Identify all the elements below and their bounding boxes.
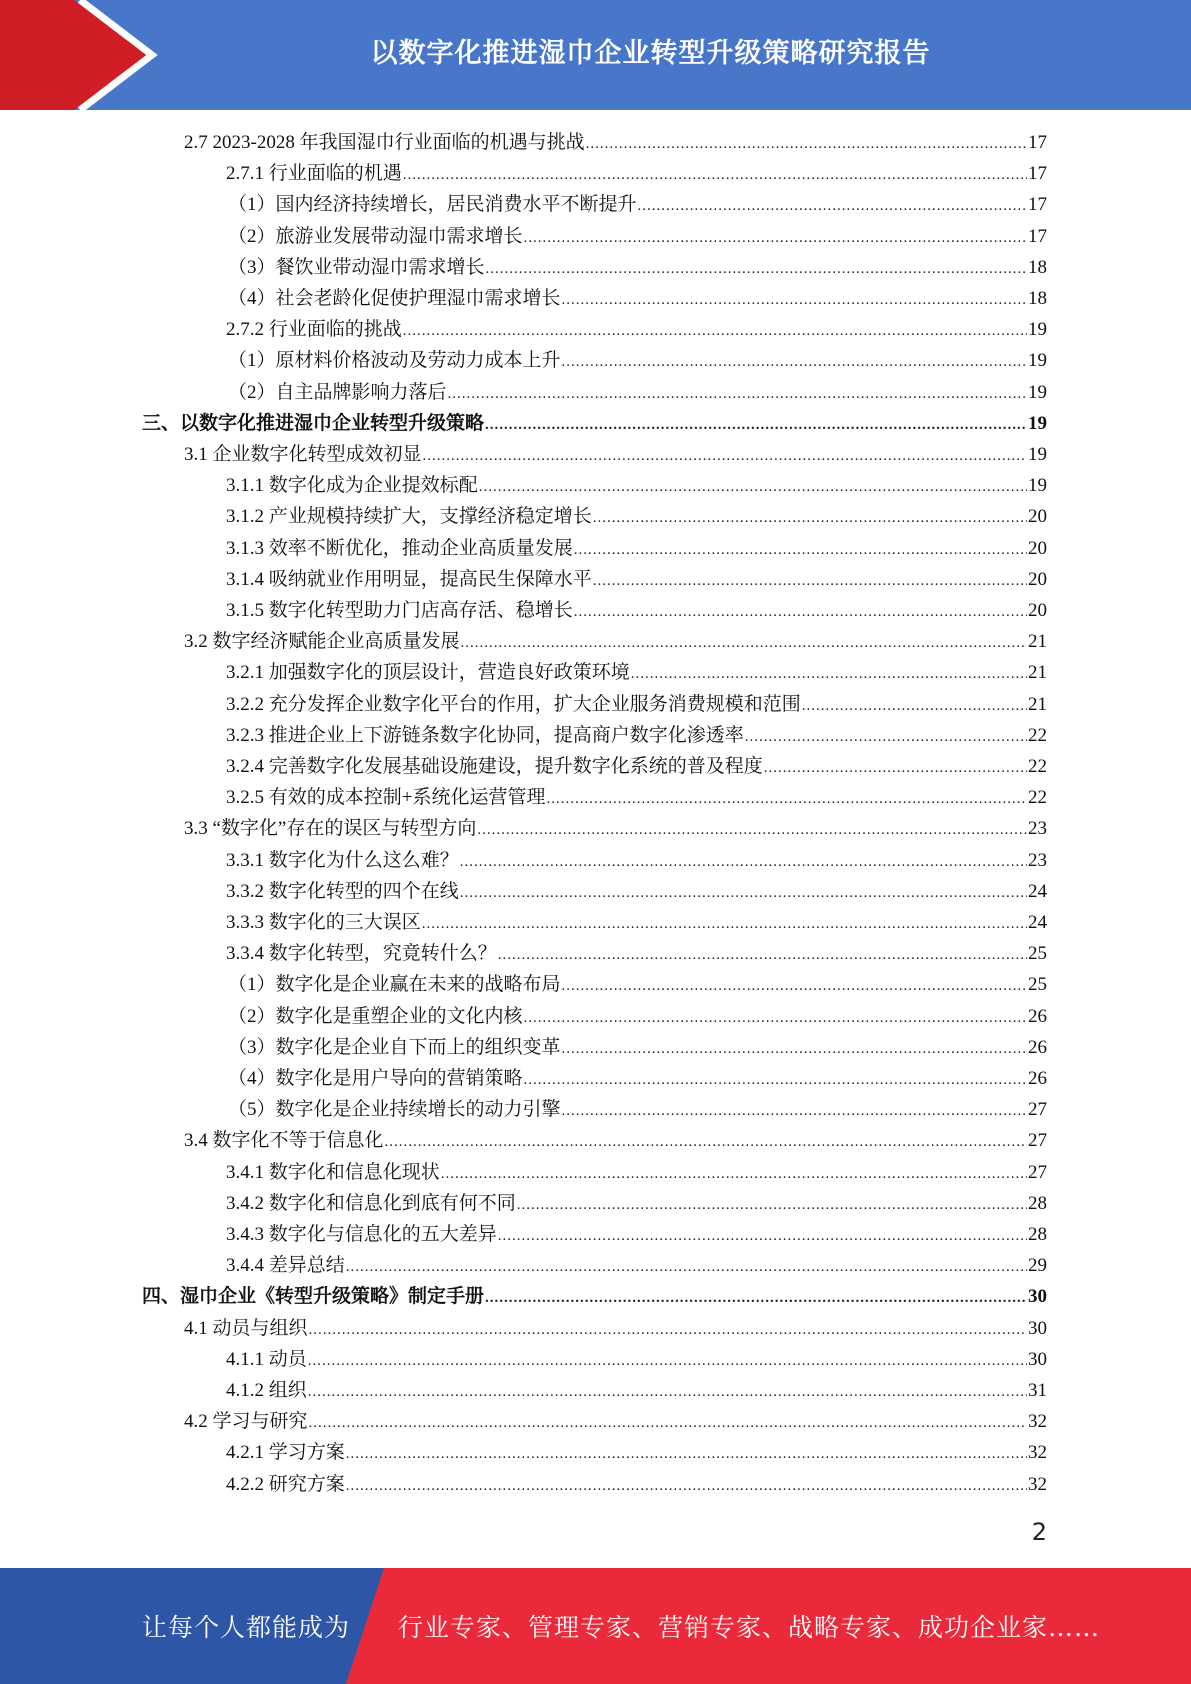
toc-entry[interactable] [184,1313,1047,1344]
toc-entry-label: 3.3.4 数字化转型，究竟转什么？ [226,943,497,965]
toc-entry-label: 4.2.1 学习方案 [226,1442,345,1464]
toc-entry-page: 20 [1028,568,1047,590]
toc-leader-dots [517,1188,1027,1219]
toc-entry-label: 3.2.3 推进企业上下游链条数字化协同，提高商户数字化渗透率 [226,724,744,746]
toc-entry-page: 25 [1028,974,1047,996]
toc-leader-dots [631,657,1027,688]
toc-entry-page: 27 [1028,1099,1047,1121]
toc-leader-dots [422,907,1027,938]
toc-entry-page: 18 [1028,256,1047,278]
toc-entry-page: 26 [1028,1036,1047,1058]
toc-leader-dots [385,1125,1027,1156]
page-header [0,0,1191,110]
toc-leader-dots [764,751,1027,782]
toc-entry-label: （3）数字化是企业自下而上的组织变革 [228,1036,561,1058]
toc-entry-label: 2.7 2023-2028 年我国湿巾行业面临的机遇与挑战 [184,132,585,153]
toc-entry-page: 17 [1028,194,1047,216]
toc-entry-page: 21 [1028,631,1047,653]
toc-entry[interactable] [184,127,1047,158]
toc-entry[interactable] [228,1063,1047,1094]
toc-entry-label: 4.1 动员与组织 [184,1317,308,1339]
toc-leader-dots [346,1437,1027,1468]
toc-leader-dots [586,127,1027,158]
toc-entry[interactable] [226,1219,1047,1250]
toc-entry[interactable] [226,1437,1047,1468]
toc-entry[interactable] [226,720,1047,751]
toc-entry-label: 三、以数字化推进湿巾企业转型升级策略 [142,412,485,434]
toc-entry[interactable] [228,189,1047,220]
toc-entry-page: 17 [1028,225,1047,247]
toc-entry[interactable] [142,1281,1047,1312]
toc-entry-label: 3.2 数字经济赋能企业高质量发展 [184,631,460,653]
toc-entry[interactable] [228,969,1047,1000]
toc-entry-page: 19 [1028,319,1047,341]
toc-leader-dots [346,1469,1027,1500]
toc-entry-page: 19 [1028,381,1047,403]
toc-entry-label: 3.1.5 数字化转型助力门店高存活、稳增长 [226,600,573,621]
toc-entry[interactable] [226,1344,1047,1375]
toc-entry-page: 20 [1028,537,1047,559]
toc-entry-label: 4.2.2 研究方案 [226,1473,345,1495]
toc-entry-label: （2）旅游业发展带动湿巾需求增长 [228,225,523,247]
toc-entry[interactable] [228,377,1047,408]
toc-entry[interactable] [226,1469,1047,1500]
toc-entry-page: 27 [1028,1161,1047,1183]
toc-entry-page: 19 [1028,412,1047,434]
toc-entry-page: 32 [1028,1442,1047,1464]
toc-entry-page: 24 [1028,912,1047,933]
toc-entry[interactable] [226,751,1047,782]
toc-entry-label: （1）原材料价格波动及劳动力成本上升 [228,350,561,372]
toc-entry[interactable] [226,907,1047,938]
toc-entry[interactable] [184,626,1047,657]
toc-leader-dots [309,1313,1027,1344]
toc-entry[interactable] [226,533,1047,564]
toc-entry-page: 30 [1028,1286,1047,1308]
toc-entry[interactable] [226,657,1047,688]
toc-entry[interactable] [226,782,1047,813]
toc-entry-page: 19 [1028,350,1047,372]
toc-leader-dots [346,1250,1027,1281]
toc-entry-page: 31 [1028,1380,1047,1401]
toc-entry-page: 24 [1028,880,1047,902]
toc-entry-page: 32 [1028,1473,1047,1495]
toc-entry-label: 3.1.2 产业规模持续扩大，支撑经济稳定增长 [226,506,592,528]
toc-entry[interactable] [226,876,1047,907]
toc-entry[interactable] [184,813,1047,844]
toc-entry-label: 3.4.4 差异总结 [226,1255,345,1277]
toc-entry-page: 26 [1028,1005,1047,1027]
toc-leader-dots [524,1063,1027,1094]
toc-entry-label: （3）餐饮业带动湿巾需求增长 [228,256,485,278]
toc-entry-label: 3.2.2 充分发挥企业数字化平台的作用，扩大企业服务消费规模和范围 [226,693,801,715]
toc-leader-dots [498,1219,1027,1250]
page-footer [0,1568,1191,1684]
toc-leader-dots [485,1281,1027,1312]
toc-entry[interactable] [142,408,1047,439]
toc-leader-dots [460,876,1027,907]
toc-leader-dots [309,1406,1027,1437]
toc-entry[interactable] [226,845,1047,876]
toc-entry-page: 17 [1028,132,1047,153]
toc-entry-page: 19 [1028,444,1047,465]
toc-leader-dots [562,1032,1027,1063]
toc-leader-dots [423,439,1027,470]
toc-entry-page: 19 [1028,475,1047,497]
toc-entry-page: 21 [1028,693,1047,715]
toc-entry[interactable] [226,1157,1047,1188]
toc-leader-dots [638,189,1027,220]
toc-entry-label: 3.1.1 数字化成为企业提效标配 [226,475,478,497]
toc-entry-label: 4.1.2 组织 [226,1380,307,1401]
toc-entry-page: 20 [1028,600,1047,621]
toc-entry-label: 3.4 数字化不等于信息化 [184,1130,384,1152]
toc-entry-label: （4）社会老龄化促使护理湿巾需求增长 [228,288,561,309]
toc-entry-label: 3.1 企业数字化转型成效初显 [184,444,422,465]
footer-slogan-right: 行业专家、管理专家、营销专家、战略专家、成功企业家…… [398,1613,1101,1642]
toc-entry[interactable] [226,564,1047,595]
toc-entry[interactable] [226,1250,1047,1281]
toc-leader-dots [562,283,1027,314]
toc-entry-page: 30 [1028,1348,1047,1370]
toc-leader-dots [524,221,1027,252]
toc-entry-label: 3.2.1 加强数字化的顶层设计，营造良好政策环境 [226,662,630,684]
toc-entry-label: 3.3.3 数字化的三大误区 [226,912,421,933]
toc-leader-dots [802,689,1027,720]
toc-leader-dots [477,813,1027,844]
toc-entry-label: 3.4.2 数字化和信息化到底有何不同 [226,1192,516,1214]
footer-slogan-left: 让每个人都能成为 [142,1613,351,1642]
toc-leader-dots [485,408,1027,439]
report-title: 以数字化推进湿巾企业转型升级策略研究报告 [370,37,931,69]
toc-entry-page: 28 [1028,1192,1047,1214]
toc-leader-dots [486,252,1027,283]
toc-entry-page: 28 [1028,1224,1047,1245]
toc-entry-label: 3.4.1 数字化和信息化现状 [226,1161,440,1183]
toc-entry-page: 29 [1028,1255,1047,1277]
toc-entry-label: （2）数字化是重塑企业的文化内核 [228,1005,523,1027]
toc-entry-page: 22 [1028,756,1047,777]
toc-leader-dots [593,501,1027,532]
toc-entry-page: 30 [1028,1317,1047,1339]
toc-leader-dots [562,345,1027,376]
toc-leader-dots [546,782,1027,813]
toc-entry-page: 26 [1028,1068,1047,1089]
toc-entry[interactable] [226,158,1047,189]
toc-leader-dots [593,564,1027,595]
toc-entry-page: 23 [1028,818,1047,840]
toc-leader-dots [562,969,1027,1000]
toc-entry-label: 3.3 “数字化”存在的误区与转型方向 [184,818,477,840]
toc-entry[interactable] [184,1406,1047,1437]
toc-entry-label: 四、湿巾企业《转型升级策略》制定手册 [142,1286,485,1308]
toc-leader-dots [574,595,1027,626]
toc-leader-dots [460,845,1027,876]
toc-entry-label: 4.1.1 动员 [226,1348,307,1370]
toc-entry-label: 2.7.2 行业面临的挑战 [226,319,402,341]
toc-leader-dots [308,1375,1027,1406]
toc-entry-label: 3.2.5 有效的成本控制+系统化运营管理 [226,787,546,809]
toc-entry[interactable] [228,1094,1047,1125]
toc-entry-label: 2.7.1 行业面临的机遇 [226,163,402,185]
toc-leader-dots [562,1094,1027,1125]
toc-entry[interactable] [228,252,1047,283]
toc-entry-label: 3.1.4 吸纳就业作用明显，提高民生保障水平 [226,568,592,590]
toc-entry-page: 27 [1028,1130,1047,1152]
toc-leader-dots [745,720,1027,751]
toc-entry-label: （1）国内经济持续增长，居民消费水平不断提升 [228,194,637,216]
toc-entry-page: 22 [1028,787,1047,809]
toc-leader-dots [441,1157,1027,1188]
toc-leader-dots [403,158,1027,189]
toc-entry-label: （1）数字化是企业赢在未来的战略布局 [228,974,561,996]
toc-entry-label: （2）自主品牌影响力落后 [228,381,447,403]
toc-entry-page: 18 [1028,288,1047,309]
page-number: 2 [1031,1518,1047,1546]
toc-entry[interactable] [184,1125,1047,1156]
toc-entry-label: 4.2 学习与研究 [184,1411,308,1433]
toc-entry-page: 17 [1028,163,1047,185]
toc-entry-page: 25 [1028,943,1047,965]
toc-entry[interactable] [226,689,1047,720]
toc-entry-label: 3.2.4 完善数字化发展基础设施建设，提升数字化系统的普及程度 [226,756,763,777]
toc-leader-dots [461,626,1027,657]
toc-entry[interactable] [228,1001,1047,1032]
toc-entry-label: 3.3.2 数字化转型的四个在线 [226,880,459,902]
toc-entry[interactable] [228,283,1047,314]
toc-entry[interactable] [226,470,1047,501]
toc-entry[interactable] [226,595,1047,626]
toc-entry-page: 32 [1028,1411,1047,1433]
toc-entry[interactable] [226,314,1047,345]
toc-leader-dots [403,314,1027,345]
toc-entry-page: 22 [1028,724,1047,746]
toc-entry[interactable] [226,938,1047,969]
toc-entry-label: 3.3.1 数字化为什么这么难？ [226,849,459,871]
toc-entry-page: 23 [1028,849,1047,871]
toc-leader-dots [448,377,1027,408]
toc-entry[interactable] [226,501,1047,532]
toc-entry[interactable] [226,1188,1047,1219]
toc-leader-dots [498,938,1027,969]
toc-entry-page: 20 [1028,506,1047,528]
toc-entry-label: （4）数字化是用户导向的营销策略 [228,1068,523,1089]
toc-entry-label: （5）数字化是企业持续增长的动力引擎 [228,1099,561,1121]
toc-leader-dots [479,470,1027,501]
toc-leader-dots [308,1344,1027,1375]
toc-entry-label: 3.4.3 数字化与信息化的五大差异 [226,1224,497,1245]
toc-entry[interactable] [226,1375,1047,1406]
toc-entry[interactable] [228,221,1047,252]
toc-entry-page: 21 [1028,662,1047,684]
toc-entry[interactable] [228,1032,1047,1063]
toc-leader-dots [524,1001,1027,1032]
toc-leader-dots [574,533,1027,564]
toc-entry-label: 3.1.3 效率不断优化，推动企业高质量发展 [226,537,573,559]
toc-entry[interactable] [228,345,1047,376]
toc-entry[interactable] [184,439,1047,470]
